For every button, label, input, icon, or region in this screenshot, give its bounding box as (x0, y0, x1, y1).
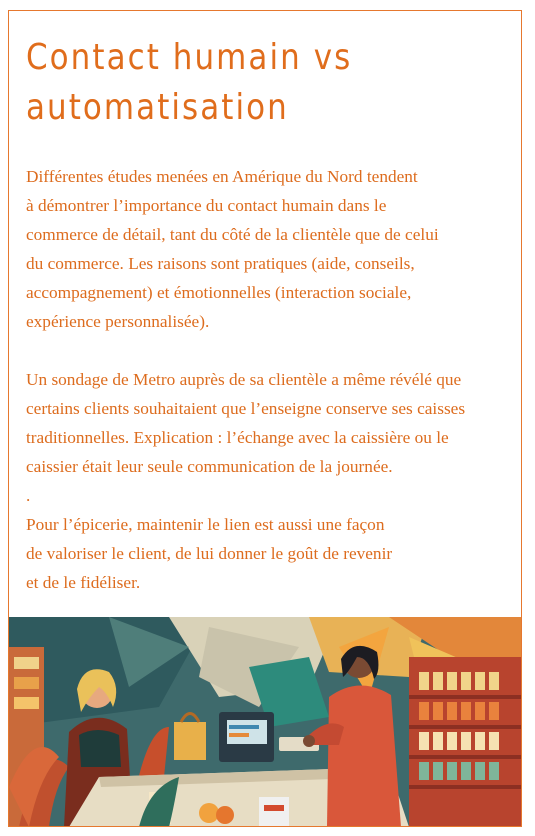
article-title (26, 33, 430, 133)
text-line: du commerce. Les raisons sont pratiques (aide, conseils, (26, 254, 415, 273)
paragraph-3 (26, 510, 516, 597)
text-line: expérience personnalisée). (26, 312, 210, 331)
paragraph-spacer (26, 336, 516, 365)
text-line: de valoriser le client, de lui donner le goût de revenir (26, 544, 393, 563)
text-line: Pour l’épicerie, maintenir le lien est aussi une façon (26, 515, 385, 534)
grocery-checkout-illustration (9, 617, 521, 827)
text-line: Différentes études menées en Amérique du Nord tendent (26, 167, 418, 186)
text-line: Un sondage de Metro auprès de sa clientèle a même révélé que (26, 370, 462, 389)
separator-dot: . (26, 486, 31, 505)
paragraph-2 (26, 365, 516, 481)
text-line: commerce de détail, tant du côté de la clientèle que de celui (26, 225, 439, 244)
article-card (8, 10, 522, 827)
text-line: traditionnelles. Explication : l’échange avec la caissière ou le (26, 428, 449, 447)
text-line: à démontrer l’importance du contact humain dans le (26, 196, 387, 215)
title-line-2: automatisation (26, 87, 289, 128)
text-line: accompagnement) et émotionnelles (interaction sociale, (26, 283, 412, 302)
text-line: certains clients souhaitaient que l’enseigne conserve ses caisses (26, 399, 466, 418)
paragraph-1 (26, 162, 516, 336)
text-line: caissier était leur seule communication de la journée. (26, 457, 393, 476)
text-line: et de le fidéliser. (26, 573, 141, 592)
title-line-1: Contact humain vs (26, 37, 353, 78)
illustration-graphic (9, 617, 521, 827)
article-body (26, 162, 516, 597)
